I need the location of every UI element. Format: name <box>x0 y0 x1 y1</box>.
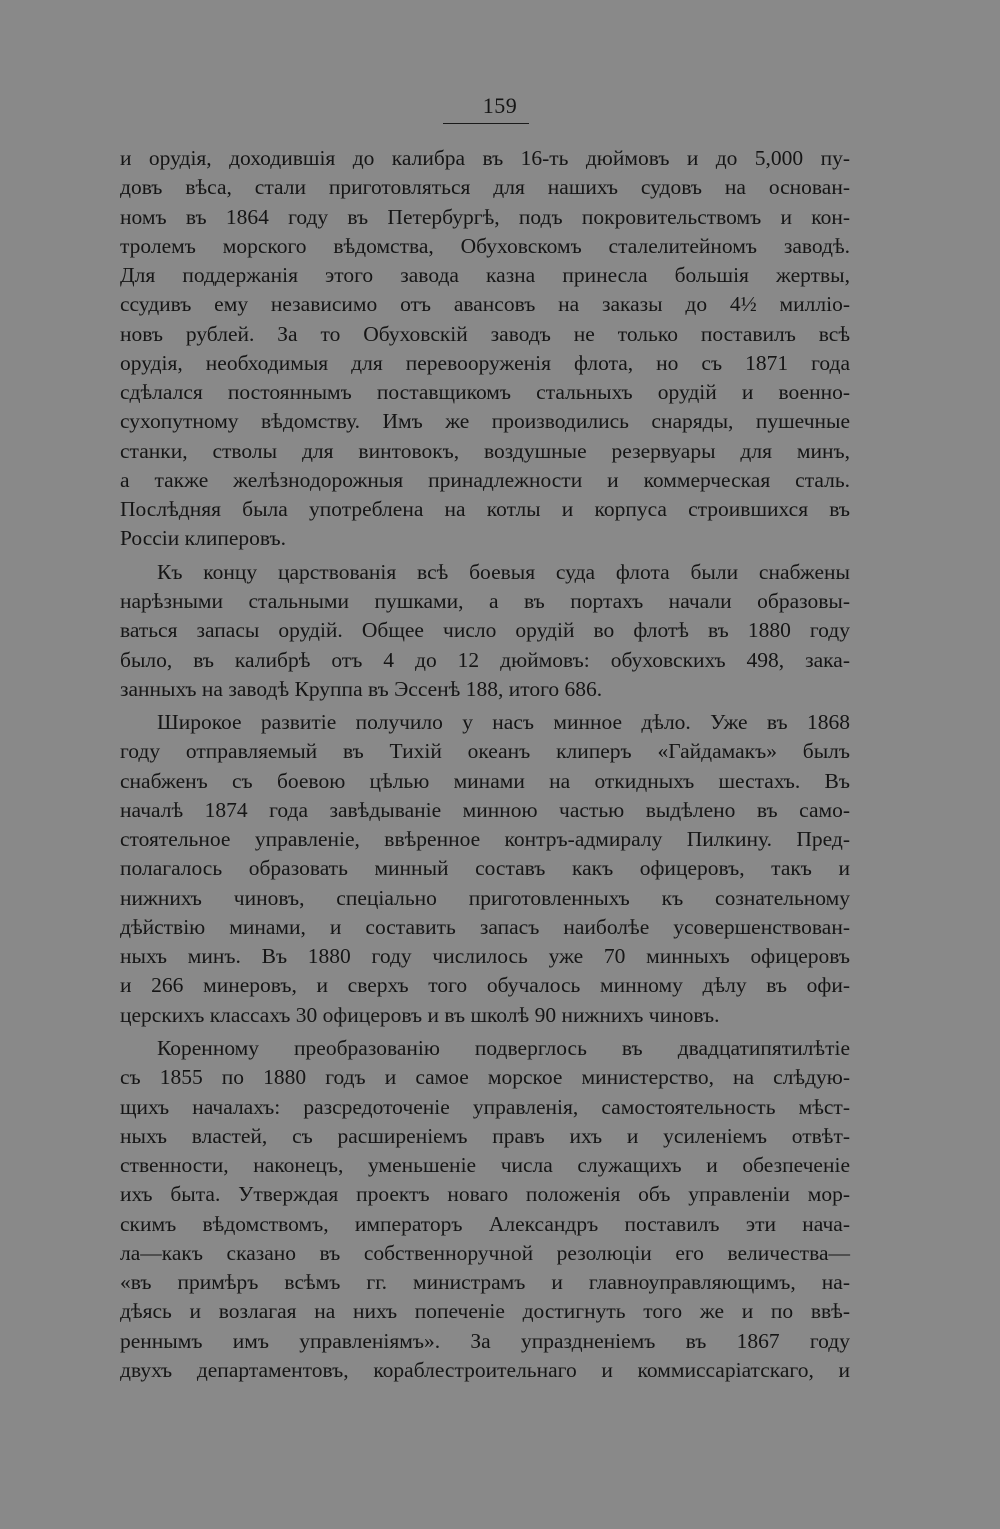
text-line: двухъ департаментовъ, кораблестроительнаго и коммиссаріатскаго, и <box>120 1357 850 1382</box>
text-line: сухопутному вѣдомству. Имъ же производились снаряды, пушечные <box>120 409 850 434</box>
text-line: орудія, необходимыя для перевооруженія флота, но съ 1871 года <box>120 350 850 375</box>
text-line: а также желѣзнодорожныя принадлежности и коммерческая сталь. <box>120 467 850 492</box>
text-line: новъ рублей. За то Обуховскій заводъ не только поставилъ всѣ <box>120 321 850 346</box>
text-line: Для поддержанія этого завода казна принесла большія жертвы, <box>120 263 850 288</box>
text-line: номъ въ 1864 году въ Петербургѣ, подъ покровительствомъ и кон- <box>120 204 850 229</box>
text-line: скимъ вѣдомствомъ, императоръ Александръ поставилъ эти нача- <box>120 1211 850 1236</box>
text-line: ихъ быта. Утверждая проектъ новаго положенія объ управленіи мор- <box>120 1182 850 1207</box>
text-line: щихъ началахъ: разсредоточеніе управленія, самостоятельность мѣст- <box>120 1094 850 1119</box>
text-line: стоятельное управленіе, ввѣренное контръ-адмиралу Пилкину. Пред- <box>120 827 850 852</box>
text-line: реннымъ имъ управленіямъ». За упраздненіемъ въ 1867 году <box>120 1328 850 1353</box>
text-line: ваться запасы орудій. Общее число орудій во флотѣ въ 1880 году <box>120 618 850 643</box>
text-line: дѣясь и возлагая на нихъ попеченіе достигнуть того же и по ввѣ- <box>120 1299 850 1324</box>
body-text <box>120 144 850 1385</box>
text-line: полагалось образовать минный составъ какъ офицеровъ, такъ и <box>120 856 850 881</box>
text-line: сдѣлался постояннымъ поставщикомъ стальныхъ орудій и военно- <box>120 380 850 405</box>
text-line: станки, стволы для винтовокъ, воздушные резервуары для минъ, <box>120 438 850 463</box>
text-line: нарѣзными стальными пушками, а въ портахъ начали образовы- <box>120 588 850 613</box>
text-line: Къ концу царствованія всѣ боевыя суда флота были снабжены <box>157 559 850 584</box>
text-line: началѣ 1874 года завѣдываніе минною частью выдѣлено въ само- <box>120 797 850 822</box>
text-line: нижнихъ чиновъ, спеціально приготовленныхъ къ сознательному <box>120 885 850 910</box>
text-line: Россіи клиперовъ. <box>120 526 286 551</box>
text-line: и орудія, доходившія до калибра въ 16-ть дюймовъ и до 5,000 пу- <box>120 146 850 170</box>
paragraph <box>120 558 850 704</box>
text-line: «въ примѣръ всѣмъ гг. министрамъ и главноуправляющимъ, на- <box>120 1270 850 1295</box>
text-line: съ 1855 по 1880 годъ и самое морское министерство, на слѣдую- <box>120 1065 850 1090</box>
text-line: ныхъ минъ. Въ 1880 году числилось уже 70 минныхъ офицеровъ <box>120 944 850 969</box>
page-number: 159 <box>482 93 518 118</box>
text-line: довъ вѣса, стали приготовляться для нашихъ судовъ на основан- <box>120 175 850 200</box>
text-line: Коренному преобразованію подверглось въ двадцатипятилѣтіе <box>157 1035 850 1060</box>
text-line: ла—какъ сказано въ собственноручной резолюціи его величества— <box>120 1240 850 1265</box>
text-line: ныхъ властей, съ расширеніемъ правъ ихъ и усиленіемъ отвѣт- <box>120 1123 850 1148</box>
text-line: занныхъ на заводѣ Круппа въ Эссенѣ 188, итого 686. <box>120 676 603 701</box>
paragraph <box>120 144 850 554</box>
text-line: ссудивъ ему независимо отъ авансовъ на заказы до 4½ милліо- <box>120 292 850 317</box>
text-line: церскихъ классахъ 30 офицеровъ и въ школѣ 90 нижнихъ чиновъ. <box>120 1002 720 1027</box>
paragraph <box>120 708 850 1030</box>
text-line: году отправляемый въ Тихій океанъ клиперъ «Гайдамакъ» былъ <box>120 739 850 764</box>
paragraph <box>120 1034 850 1385</box>
page-number-rule <box>443 123 529 124</box>
text-line: тролемъ морского вѣдомства, Обуховскомъ сталелитейномъ заводѣ. <box>120 233 850 258</box>
text-line: Послѣдняя была употреблена на котлы и корпуса строившихся въ <box>120 497 850 522</box>
text-line: снабженъ съ боевою цѣлью минами на откидныхъ шестахъ. Въ <box>120 768 850 793</box>
text-line: дѣйствію минами, и составить запасъ наиболѣе усовершенствован- <box>120 914 850 939</box>
text-line: Широкое развитіе получило у насъ минное дѣло. Уже въ 1868 <box>157 710 850 735</box>
text-line: и 266 минеровъ, и сверхъ того обучалось минному дѣлу въ офи- <box>120 973 850 998</box>
text-line: ственности, наконецъ, уменьшеніе числа служащихъ и обезпеченіе <box>120 1153 850 1178</box>
text-line: было, въ калибрѣ отъ 4 до 12 дюймовъ: обуховскихъ 498, зака- <box>120 647 850 672</box>
